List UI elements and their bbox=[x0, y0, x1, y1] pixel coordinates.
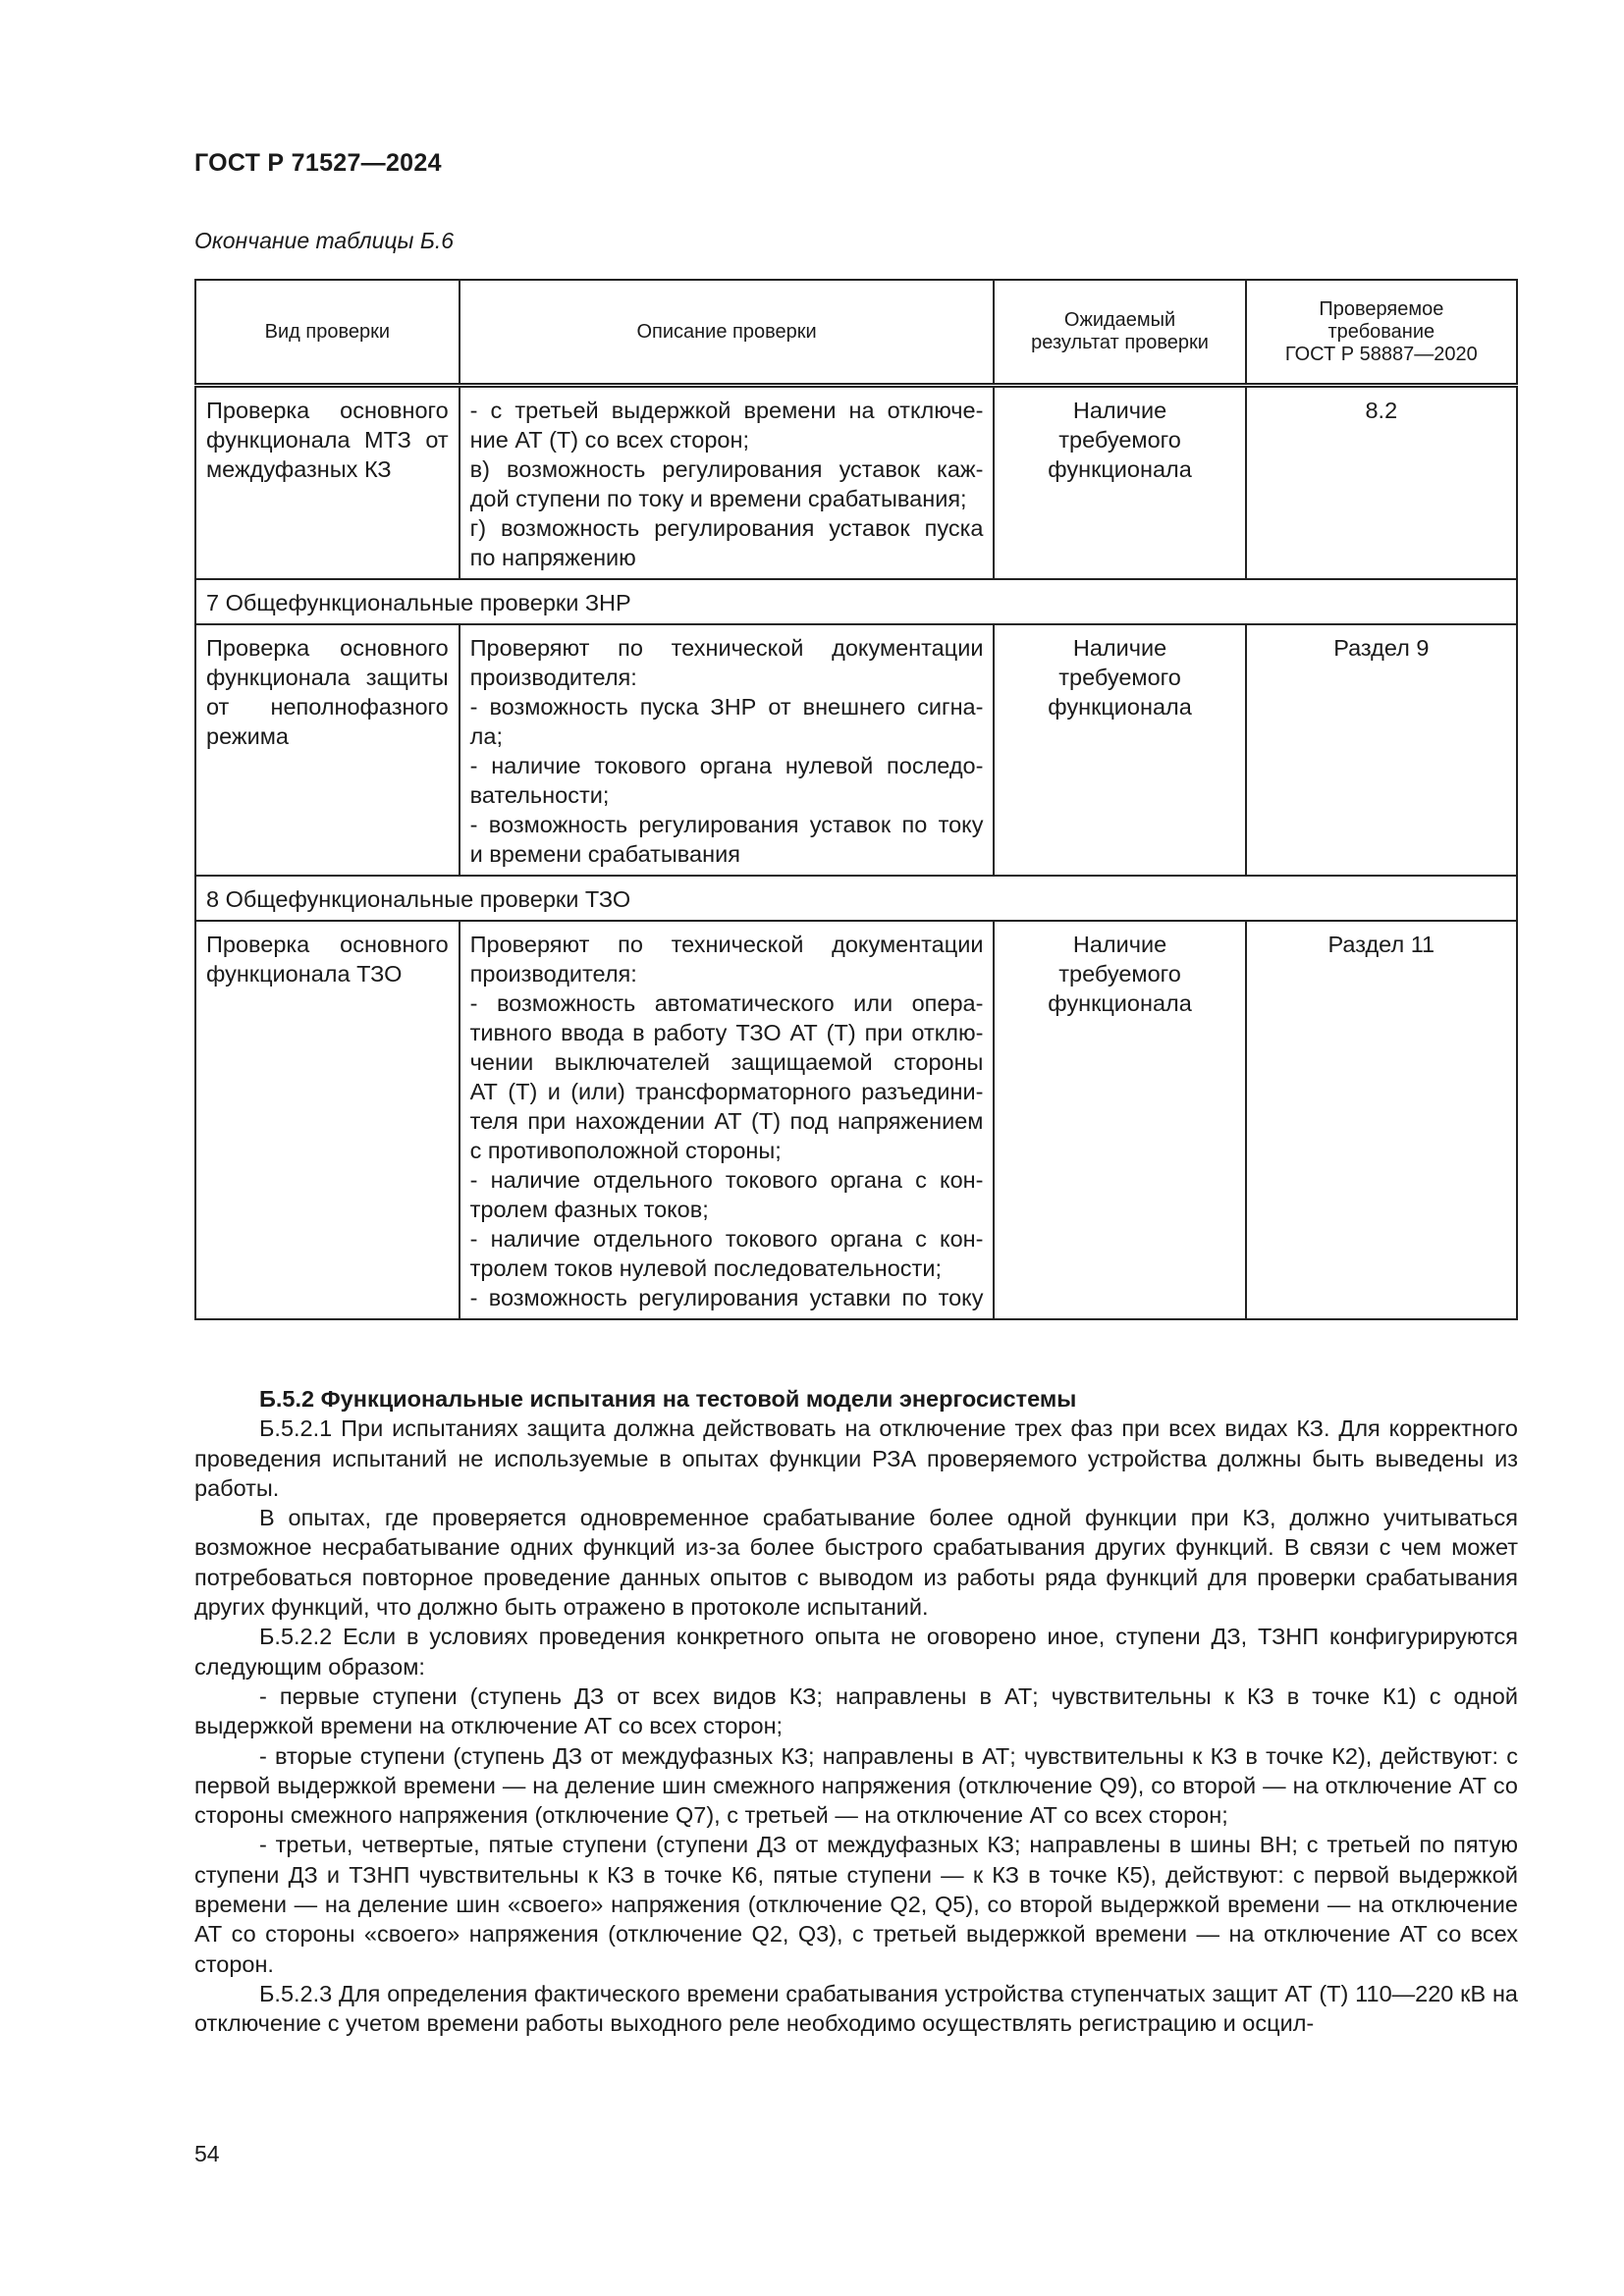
document-code: ГОСТ Р 71527—2024 bbox=[194, 149, 442, 177]
section-row bbox=[195, 579, 1517, 624]
description-cell: - с третьей выдержкой времени на отключе- ние АТ (Т) со всех сторон; в) возможность регулирования уставок каж- дой ступени по току и времени срабатывания; г) возможность регулирования уставок пуска по напряжению bbox=[460, 386, 995, 580]
page-number: 54 bbox=[194, 2141, 220, 2166]
body-text bbox=[194, 1384, 1518, 2039]
section-heading: 8 Общефункциональные проверки ТЗО bbox=[195, 876, 1517, 921]
description-cell: Проверяют по технической документации производителя: - возможность автоматического или опера- тивного ввода в работу ТЗО АТ (Т) при отклю- чении выключателей защищаемой стороны АТ (Т) и (или) трансформаторного разъедини- теля при нахождении АТ (Т) под напряжением с противоположной стороны; - наличие отдельного токового органа с кон- тролем фазных токов; - наличие отдельного токового органа с кон- тролем токов нулевой последовательности; - возможность регулирования уставки по току bbox=[460, 921, 995, 1319]
subsection-heading: Б.5.2 Функциональные испытания на тестовой модели энергосистемы bbox=[259, 1386, 1077, 1412]
section-heading: 7 Общефункциональные проверки ЗНР bbox=[195, 579, 1517, 624]
section-row bbox=[195, 876, 1517, 921]
list-item: - третьи, четвертые, пятые ступени (ступени ДЗ от междуфазных КЗ; направлены в шины ВН; с третьей по пятую ступени ДЗ и ТЗНП чувствительны к КЗ в точке К6, пятые ступени — к КЗ в точке К5), действуют: с первой выдержкой времени — на деление шин «своего» напряжения (отключение Q2, Q5), со второй выдержкой времени — на отключение АТ со стороны «своего» напряжения (отключение Q2, Q3), с третьей выдержкой времени — на отключение АТ со всех сторон. bbox=[194, 1832, 1518, 1977]
header-expected-result: Ожидаемый результат проверки bbox=[994, 280, 1245, 386]
expected-result-cell: Наличие требуемого функционала bbox=[994, 921, 1245, 1319]
header-description: Описание проверки bbox=[460, 280, 995, 386]
requirement-cell: Раздел 11 bbox=[1246, 921, 1517, 1319]
table-caption: Окончание таблицы Б.6 bbox=[194, 228, 455, 253]
table-header-row bbox=[195, 280, 1517, 386]
table-row bbox=[195, 624, 1517, 876]
requirement-cell: 8.2 bbox=[1246, 386, 1517, 580]
checks-table bbox=[194, 279, 1518, 1320]
expected-result-cell: Наличие требуемого функционала bbox=[994, 624, 1245, 876]
list-item: - первые ступени (ступень ДЗ от всех видов КЗ; направлены в АТ; чувствительны к КЗ в точке К1) с одной выдержкой времени на отключение АТ со всех сторон; bbox=[194, 1682, 1518, 1739]
requirement-cell: Раздел 9 bbox=[1246, 624, 1517, 876]
header-check-type: Вид проверки bbox=[195, 280, 460, 386]
check-type-cell: Проверка основного функционала ТЗО bbox=[195, 921, 460, 1319]
paragraph: В опытах, где проверяется одновременное срабатывание более одной функции при КЗ, должно учитываться возможное несрабатывание одних функций из-за более быстрого срабатывания других функций. В связи с чем может потребоваться повторное проведение данных опытов с выводом из работы ряда функций для проверки срабатывания других функций, что должно быть отражено в протоколе испытаний. bbox=[194, 1505, 1518, 1621]
expected-result-cell: Наличие требуемого функционала bbox=[994, 386, 1245, 580]
list-item: - вторые ступени (ступень ДЗ от междуфазных КЗ; направлены в АТ; чувствительны к КЗ в точке К2), действуют: с первой выдержкой времени — на деление шин смежного напряжения (отключение Q9), со второй — на отключение АТ со стороны смежного напряжения (отключение Q7), с третьей — на отключение АТ со всех сторон; bbox=[194, 1742, 1518, 1829]
check-type-cell: Проверка основного функционала МТЗ от междуфазных КЗ bbox=[195, 386, 460, 580]
paragraph: Б.5.2.1 При испытаниях защита должна действовать на отключение трех фаз при всех видах КЗ. Для корректного проведения испытаний не используемые в опытах функции РЗА проверяемого устройства должны быть выведены из работы. bbox=[194, 1415, 1518, 1501]
table-row bbox=[195, 386, 1517, 580]
table-row bbox=[195, 921, 1517, 1319]
check-type-cell: Проверка основного функционала защиты от неполнофазного режима bbox=[195, 624, 460, 876]
paragraph: Б.5.2.2 Если в условиях проведения конкретного опыта не оговорено иное, ступени ДЗ, ТЗНП конфигурируются следующим образом: bbox=[194, 1624, 1518, 1680]
header-requirement: Проверяемое требование ГОСТ Р 58887—2020 bbox=[1246, 280, 1517, 386]
paragraph: Б.5.2.3 Для определения фактического времени срабатывания устройства ступенчатых защит АТ (Т) 110—220 кВ на отключение с учетом времени работы выходного реле необходимо осуществлять регистрацию и осцил- bbox=[194, 1980, 1518, 2037]
description-cell: Проверяют по технической документации производителя: - возможность пуска ЗНР от внешнего сигна- ла; - наличие токового органа нулевой последо- вательности; - возможность регулирования уставок по току и времени срабатывания bbox=[460, 624, 995, 876]
